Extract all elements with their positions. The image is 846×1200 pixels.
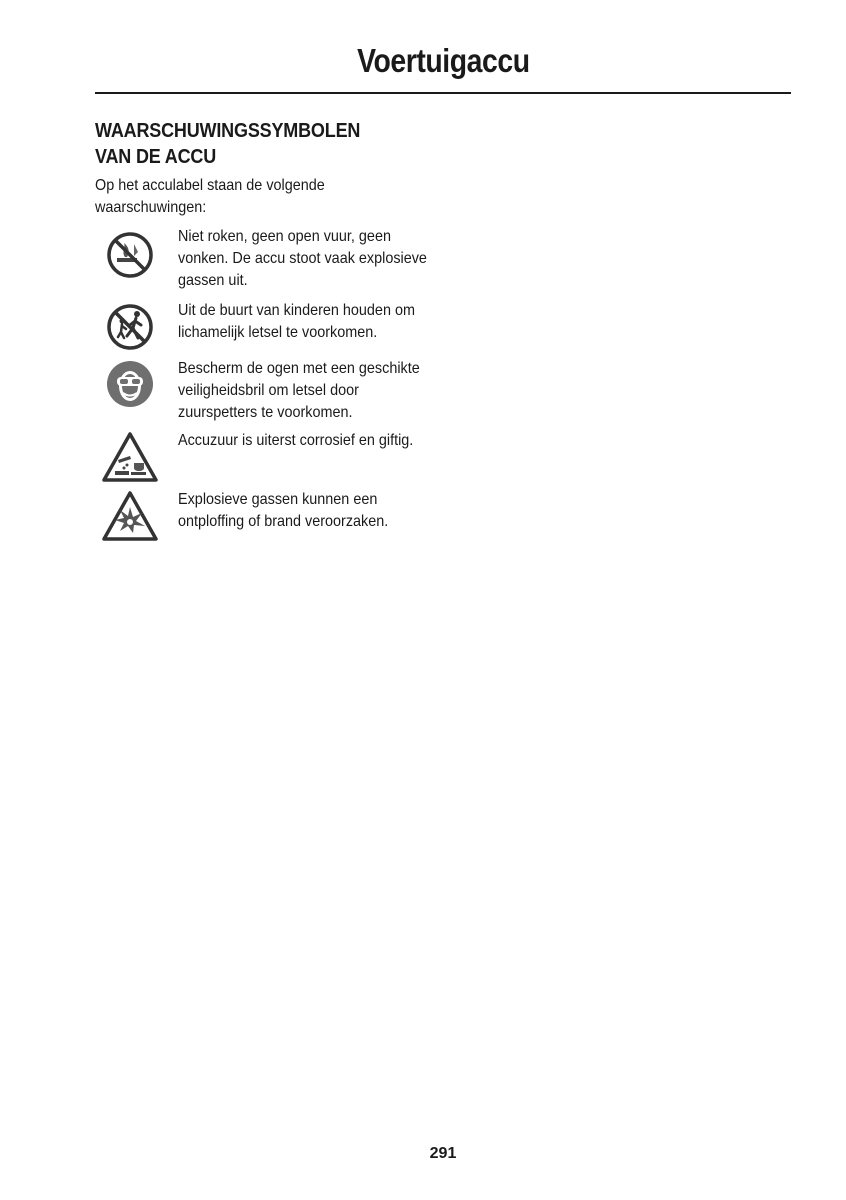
page-number: 291 — [429, 1145, 457, 1162]
section-heading: WAARSCHUWINGSSYMBOLEN VAN DE ACCU — [95, 120, 361, 168]
warning-text: Accuzuur is uiterst corrosief en giftig. — [178, 432, 414, 449]
corrosive-warning-icon — [100, 430, 160, 486]
keep-children-away-icon — [100, 300, 160, 356]
explosive-warning-icon — [100, 489, 160, 545]
no-smoking-flame-icon — [100, 226, 160, 282]
eye-protection-icon — [100, 358, 160, 414]
page-title: Voertuigaccu — [357, 42, 530, 79]
warning-text: Niet roken, geen open vuur, geen vonken. De accu stoot vaak explosieve gassen uit. — [178, 228, 427, 289]
title-divider — [95, 92, 791, 94]
warning-text: Uit de buurt van kinderen houden om lichamelijk letsel te voorkomen. — [178, 302, 415, 341]
warning-text: Explosieve gassen kunnen een ontploffing of brand veroorzaken. — [178, 491, 389, 530]
warning-text: Bescherm de ogen met een geschikte veiligheidsbril om letsel door zuurspetters te voorkomen. — [178, 360, 420, 421]
intro-text: Op het acculabel staan de volgende waarschuwingen: — [95, 177, 325, 216]
